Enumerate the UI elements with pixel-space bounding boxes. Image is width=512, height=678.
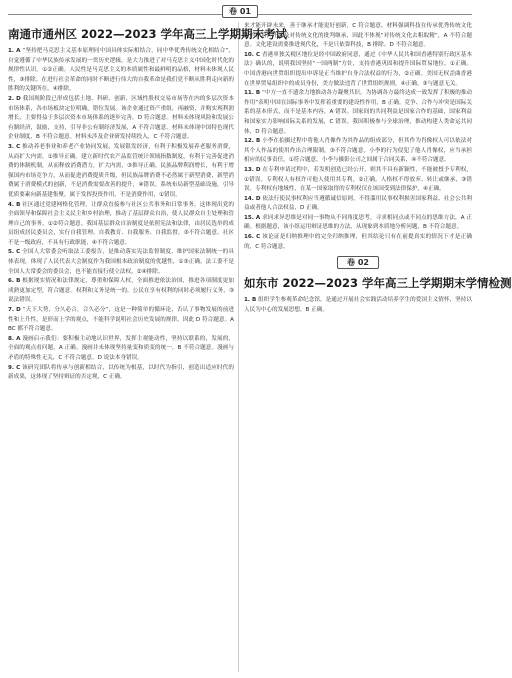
answer-item: 8. A 漫画启示我们：要积极主动地认识世界，发挥主观能动性，坚持以联系的，发展的，全面的观点看问题，A 正确。漫画并未体现坚持量变和质变的统一，B 不符合题意。漫画与矛盾的特殊性无关，C 不符合题意。D 说法本身错误。	[8, 335, 235, 361]
answer-item: 6. B 根据现实情况和法律规定，尊重和保障人权，全面推进依法治国，推进各项制度更加成熟更加定型，符合题意。权利和义务是统一的，公民在享有权利的同时必须履行义务，③说法错误。	[8, 278, 235, 304]
answer-item: 11. B “中方一直不遗余力地推动各方凝聚共识，为协调各方最终达成一致发挥了积极的推动作用”表明中国在国际事务中发挥着重要的建设性作用，B 正确。竞争、合作与冲突是国际关系的基本形式，而不是基本内容，A 错误。国家间的共同利益是国家合作的基础，国家利益和国家实力影响国际关系的发展，C 错误。我国积极参与全球治理，推动构建人类命运共同体，D 符合题意。	[244, 90, 473, 135]
volume-tag-02: 卷 02	[337, 256, 379, 269]
answer-item: 9. C 该研究团队将传承与创新相结合，以传统为根基，以时代为指引，创造出适应时代的新成果，这体现了坚持辩证的否定观，C 正确。	[8, 364, 234, 381]
exam-title-2: 如东市 2022—2023 学年高三上学期期末学情检测	[244, 276, 512, 291]
answer-item: 2. D 我国现阶段已形成包括土地、科研、创新、区域性股权交易市场等在内的多层次资本市场体系，各市场板块定位明确，错位发展。该企业通过资产重组，再融资，并购实现利润增长，主要得益于多层次资本市场体系的逐步完善，D 符合题意。材料未体现风险和发展公有制经济，鼓励，支持，引导非公有制经济发展，A 不符合题意。材料未体现中国特色现代企业制度，B 不符合题意。材料未涉及企业研发持续投入，C 不符合题意。	[8, 95, 234, 141]
column-divider	[238, 22, 239, 672]
answer-item: 来才能开辟未来，善于继承才能更好创新，C 符合题意。材料强调科技在传承优秀传统文化中的作用，不涉及对传统文化的批判继承，因此不体现“对传统文化去粗取精”，A 不符合题意。文化建设需要推进现代化，不是只依靠科技，B 排除。D 不符合题意。	[244, 23, 472, 49]
right-column	[244, 22, 512, 672]
page-header	[0, 0, 480, 20]
answer-item: 12. B 小李在拍摄过程中将他人肖像作为其作品的组成部分，但其作为肖像权人可以依法对其个人作品的使用作出合理限制，③不符合题意。小李的行为侵犯了他人肖像权，应当承担相应的民事责任，①符合题意。小李与摄影公司之间属于合同关系，④不符合题意。	[244, 138, 472, 164]
exam-title-1: 南通市通州区 2022—2023 学年高三上学期期末考试	[8, 27, 288, 41]
answer-item: 15. A 求同求异思维是对同一事物从不同角度思考，寻求相同点或不同点的思维方法，A 正确。根据题意，该小组运用辩证思维的方法，从现象到本质地分析问题，B 不符合题意。	[244, 214, 473, 231]
volume-tag-01: 卷 01	[222, 5, 258, 18]
answer-item: 1. A “坚持把马克思主义基本原理同中国具体实际相结合，同中华优秀传统文化相结合”，自觉遵循了中华民族传承发展的一贯历史逻辑，是大力推进了对马克思主义中国化时代化的规律性认识。①②正确。人民性是马克思主义的本质属性和最鲜明的品格，材料未体现人民性，③排除。在进行社会革命的同时不断进行伟大的自我革命是我们党不断从胜利走向新的胜利的关键所在，④排除。	[8, 48, 234, 93]
answer-item: 10. C 香港单独关税区地位是经中国政府同意，通过《中华人民共和国香港特别行政区基本法》确认的，说明我国坚持“一国两制”方针，支持香港巩固和提升国际贸易地位，①正确。中国香港向世贸组织提出申诉是正当维护自身合法权益的行为，②正确。美国无权歪曲香港在世界贸易组织中的成员身份，美方做法违背了世贸组织规则，④正确。③与题意无关。	[244, 51, 473, 87]
left-column	[8, 22, 288, 672]
answer-item: 13. D 在专利申请过程中，若发明创造已经公开，则其不具有新颖性，不能被授予专利权，①错误。专利权人有权许可他人使用其专利，②正确。人格权不得放弃、转让或继承，③错误。专利权有地域性，在某一国家取得的专利权仅在该国受到法律保护，④正确。	[244, 166, 472, 193]
answer-item: 16. C 该论证是归纳推理中的完全归纳推理，但其结论只有在前提真实的情况下才是正确的，C 符合题意。	[244, 234, 472, 250]
answer-item: 4. B 社区通过党建网格化管理，让群众直接参与社区公共事务和日常事务，这体现出党的全面领导和保障社会主义民主和乡村治理，推动了基层群众自治，使人民群众自主处理和管理自己的事务，①②符合题意。我国基层群众自治制度是依照宪法和法律，由居民选举的成员组成居民委员会，实行自我管理、自我教育、自我服务、自我监督，③不符合题意。社区不是一级政府，不具有行政职能，④不符合题意。	[8, 201, 235, 246]
answer-item: 3. C 推动养老事业和养老产业协同发展，发展银发经济，有利于积极发展养老服务消费，从而扩大内需，①推导正确。建立新时代农产品监管统计领域指数制度，有利于完善促进消费的体制机制，从而释放消费潜力，扩大内需，③推导正确。民族品牌利润增长，有利于增强国内市场竞争力，从而促进消费提质升级，但民族品牌消费不必然属于新型消费，新型消费属于消费模式的创新，不是消费需要改善的提升，④错误。系统布局新型基础设施，引导优质要素向新基建集聚，属于发挥投资作用，不是消费作用，①错误。	[8, 143, 234, 198]
answer-item: 5. C 全国人大常委会听取法工委报告，是推动落实宪法监督制度，维护国家法制统一的具体表现，体现了人民代表大会制度作为我国根本政治制度的优越性，①③正确。法工委不是全国人大常委会的委员会，也不能直接行使立法权，②④排除。	[8, 249, 234, 275]
answer-item: 14. D 依法行使民事权利应当遵循诚信原则，不得滥用民事权利损害国家利益、社会公共利益或者他人合法权益，D 正确。	[244, 195, 472, 212]
answer-item: 1. B 组织学生参观革命纪念馆，是通过开展社会实践活动培养学生的爱国主义情怀，坚持以人民为中心的发展思想，B 正确。	[244, 297, 472, 313]
answer-item: 7. D “天下大势，分久必合，合久必分”，这是一种简单的循环论，否认了事物发展的前进性和上升性，是形而上学的观点，不能科学说明社会历史发展的规律，因此 D 符合题意。ABC 都不符合题意。	[8, 307, 235, 333]
